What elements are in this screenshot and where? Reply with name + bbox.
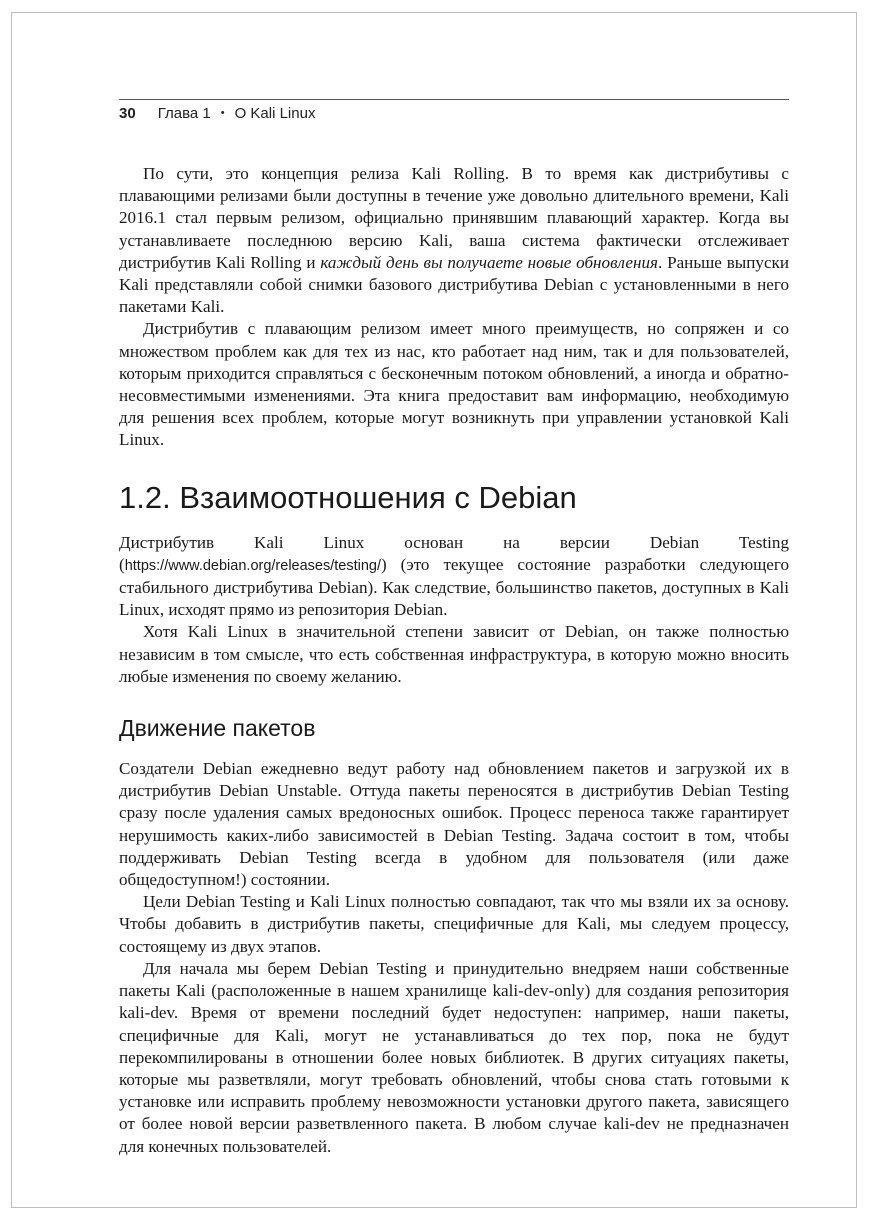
section-paragraph-2: Хотя Kali Linux в значительной степени зависит от Debian, он также полностью независим в том смысле, что есть собственная инфраструктура, в которую можно вносить любые изменения по своему желанию. <box>119 622 789 686</box>
intro-p1-text-2: . Раньше выпуски Kali представляли собой снимки базового дистрибутива Debian с установленными в него пакетами Kali. <box>119 252 789 317</box>
running-head <box>119 105 315 122</box>
intro-p1-text-1: По сути, это концепция релиза Kali Rolling. В то время как дистрибутивы с плавающими релизами были доступны в течение уже довольно длительного времени, Kali 2016.1 стал первым релизом, официально принявшим плавающий характер. Когда вы устанавливаете последнюю версию Kali, ваша система фактически отслеживает дистрибутив Kali Rolling и <box>119 164 789 272</box>
debian-testing-link[interactable]: https://www.debian.org/releases/testing/ <box>124 557 382 574</box>
chapter-title: О Kali Linux <box>234 105 316 122</box>
intro-paragraph-1 <box>119 163 789 318</box>
section-paragraph-1 <box>119 532 789 622</box>
header-rule <box>119 99 789 100</box>
header-separator: • <box>220 107 225 119</box>
chapter-label: Глава 1 <box>157 105 211 122</box>
subsection-paragraph-2: Цели Debian Testing и Kali Linux полностью совпадают, так что мы взяли их за основу. Чтобы добавить в дистрибутив пакеты, специфичные для Kali, мы следуем процессу, состоящему из двух этапов. <box>119 892 789 956</box>
subsection-paragraph-3: Для начала мы берем Debian Testing и принудительно внедряем наши собственные пакеты Kali (расположенные в нашем хранилище kali-dev-only) для создания репозитория kali-dev. Время от времени последний будет недоступен: например, наши пакеты, специфичные для Kali, могут не устанавливаться до тех пор, пока не будут перекомпилированы в отношении более новых библиотек. В других ситуациях пакеты, которые мы разветвляли, могут требовать обновлений, чтобы снова стать готовыми к установке или исправить проблему невозможности установки другого пакета, зависящего от более новой версии разветвленного пакета. В любом случае kali-dev не предназначен для конечных пользователей. <box>119 958 789 1156</box>
section-heading: 1.2. Взаимоотношения с Debian <box>119 479 577 515</box>
section-p1-text-1: Дистрибутив Kali Linux основан на версии Debian Testing ( <box>119 532 789 574</box>
book-page <box>11 12 857 1208</box>
page-body <box>119 163 789 1158</box>
subsection-paragraph-1: Создатели Debian ежедневно ведут работу над обновлением пакетов и загрузкой их в дистрибутив Debian Unstable. Оттуда пакеты переносятся в дистрибутив Debian Testing сразу после удаления самых вредоносных ошибок. Процесс переноса также гарантирует нерушимость каких-либо зависимостей в Debian Testing. Задача состоит в том, чтобы поддерживать Debian Testing всегда в удобном для пользователя (или даже общедоступном!) состоянии. <box>119 759 789 890</box>
intro-paragraph-2: Дистрибутив с плавающим релизом имеет много преимуществ, но сопряжен и со множеством проблем как для тех из нас, кто работает над ним, так и для пользователей, которым приходится справляться с бесконечным потоком обновлений, а иногда и обратно-несовместимыми изменениями. Эта книга предоставит вам информацию, необходимую для решения всех проблем, которые могут возникнуть при управлении установкой Kali Linux. <box>119 319 789 450</box>
section-p1-text-2: ) (это текущее состояние разработки следующего стабильного дистрибутива Debian). Как следствие, большинство пакетов, доступных в Kali Linux, исходят прямо из репозитория Debian. <box>119 554 789 620</box>
subsection-heading: Движение пакетов <box>119 715 316 742</box>
intro-p1-emphasis: каждый день вы получаете новые обновления <box>320 252 658 272</box>
page-number: 30 <box>119 105 136 122</box>
